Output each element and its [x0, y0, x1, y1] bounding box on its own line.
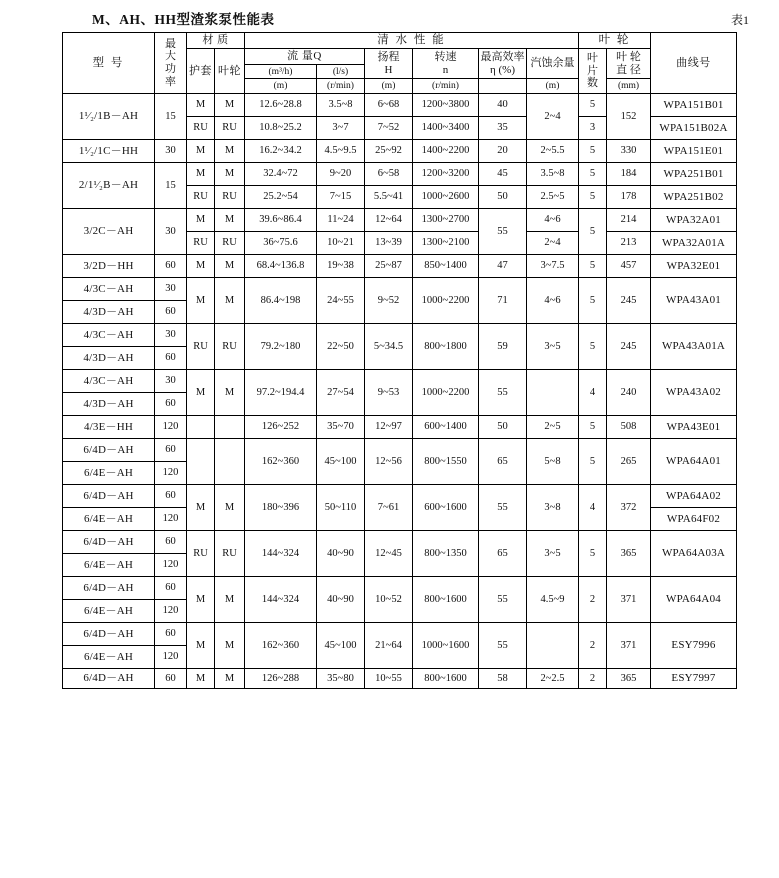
cell-power: 120 — [155, 646, 187, 669]
cell-dia: 508 — [607, 416, 651, 439]
cell-power: 60 — [155, 577, 187, 600]
cell-dia: 245 — [607, 278, 651, 324]
cell-blades: 5 — [579, 439, 607, 485]
cell-flow-m3h: 162~360 — [245, 623, 317, 669]
cell-flow-m3h: 97.2~194.4 — [245, 370, 317, 416]
cell-shell: M — [187, 94, 215, 117]
cell-flow-ls: 40~90 — [317, 531, 365, 577]
cell-npsh: 2~5 — [527, 416, 579, 439]
cell-npsh — [527, 370, 579, 416]
cell-speed: 800~1550 — [413, 439, 479, 485]
cell-head: 25~87 — [365, 255, 413, 278]
cell-blades: 5 — [579, 140, 607, 163]
cell-power: 15 — [155, 94, 187, 140]
cell-power: 30 — [155, 370, 187, 393]
header-impeller-dia: 叶 轮 直 径 — [607, 48, 651, 79]
table-row — [63, 140, 737, 163]
cell-blades: 5 — [579, 324, 607, 370]
cell-blades: 5 — [579, 163, 607, 186]
header-speed: 转速 n — [413, 48, 479, 79]
cell-model: 6/4D－AH — [63, 669, 155, 689]
cell-shell: M — [187, 255, 215, 278]
header-flow-unit-ls: (l/s) — [317, 64, 365, 79]
cell-head: 21~64 — [365, 623, 413, 669]
cell-npsh: 3~8 — [527, 485, 579, 531]
cell-curve: ESY7997 — [651, 669, 737, 689]
cell-speed: 1400~3400 — [413, 117, 479, 140]
cell-curve: ESY7996 — [651, 623, 737, 669]
table-row — [63, 669, 737, 689]
cell-impeller: RU — [215, 531, 245, 577]
header-npsh-unit2: (m) — [527, 79, 579, 94]
cell-shell: RU — [187, 186, 215, 209]
cell-power: 60 — [155, 347, 187, 370]
cell-npsh: 3~5 — [527, 531, 579, 577]
header-dia-unit: (mm) — [607, 79, 651, 94]
cell-model: 4/3C－AH — [63, 324, 155, 347]
cell-power: 60 — [155, 531, 187, 554]
cell-speed: 800~1350 — [413, 531, 479, 577]
cell-model: 6/4D－AH — [63, 623, 155, 646]
header-efficiency: 最高效率 η (%) — [479, 48, 527, 79]
cell-flow-m3h: 16.2~34.2 — [245, 140, 317, 163]
cell-curve: WPA43A01 — [651, 278, 737, 324]
cell-model: 6/4E－AH — [63, 554, 155, 577]
cell-eff: 65 — [479, 439, 527, 485]
cell-head: 12~45 — [365, 531, 413, 577]
cell-head: 9~52 — [365, 278, 413, 324]
cell-impeller: M — [215, 94, 245, 117]
cell-blades: 2 — [579, 577, 607, 623]
cell-curve: WPA32E01 — [651, 255, 737, 278]
cell-impeller: M — [215, 255, 245, 278]
cell-curve: WPA151B02A — [651, 117, 737, 140]
cell-shell: M — [187, 623, 215, 669]
cell-speed: 1300~2100 — [413, 232, 479, 255]
cell-impeller: M — [215, 370, 245, 416]
cell-blades: 5 — [579, 94, 607, 117]
cell-curve: WPA32A01 — [651, 209, 737, 232]
header-npsh-unit — [479, 79, 527, 94]
cell-flow-ls: 10~21 — [317, 232, 365, 255]
cell-dia: 457 — [607, 255, 651, 278]
cell-speed: 1000~1600 — [413, 623, 479, 669]
cell-impeller: RU — [215, 117, 245, 140]
cell-curve: WPA43A01A — [651, 324, 737, 370]
table-row — [63, 278, 737, 301]
cell-shell: M — [187, 370, 215, 416]
cell-curve: WPA251B01 — [651, 163, 737, 186]
cell-npsh: 4.5~9 — [527, 577, 579, 623]
cell-eff: 59 — [479, 324, 527, 370]
table-row — [63, 416, 737, 439]
cell-flow-ls: 45~100 — [317, 623, 365, 669]
cell-flow-ls: 4.5~9.5 — [317, 140, 365, 163]
cell-model: 6/4D－AH — [63, 439, 155, 462]
cell-dia: 184 — [607, 163, 651, 186]
cell-impeller — [215, 416, 245, 439]
cell-impeller: M — [215, 577, 245, 623]
cell-eff: 55 — [479, 623, 527, 669]
cell-eff: 20 — [479, 140, 527, 163]
cell-head: 25~92 — [365, 140, 413, 163]
cell-blades: 3 — [579, 117, 607, 140]
cell-power: 30 — [155, 324, 187, 347]
header-shell: 护套 — [187, 48, 215, 93]
cell-power: 60 — [155, 301, 187, 324]
cell-eff: 35 — [479, 117, 527, 140]
header-flow-unit-m3h: (m³/h) — [245, 64, 317, 79]
cell-blades: 5 — [579, 186, 607, 209]
cell-flow-m3h: 126~288 — [245, 669, 317, 689]
cell-flow-ls: 3.5~8 — [317, 94, 365, 117]
cell-head: 7~61 — [365, 485, 413, 531]
cell-model: 6/4E－AH — [63, 462, 155, 485]
cell-flow-m3h: 144~324 — [245, 577, 317, 623]
cell-shell: RU — [187, 324, 215, 370]
header-flow-unit-blank: (m) — [245, 79, 317, 94]
cell-blades: 5 — [579, 209, 607, 255]
cell-shell: M — [187, 577, 215, 623]
cell-head: 12~64 — [365, 209, 413, 232]
cell-head: 6~68 — [365, 94, 413, 117]
cell-flow-ls: 35~80 — [317, 669, 365, 689]
table-row — [63, 370, 737, 393]
cell-npsh: 5~8 — [527, 439, 579, 485]
cell-npsh: 3.5~8 — [527, 163, 579, 186]
cell-flow-m3h: 144~324 — [245, 531, 317, 577]
cell-flow-m3h: 32.4~72 — [245, 163, 317, 186]
cell-impeller: RU — [215, 186, 245, 209]
header-npsh: 汽蚀余量 — [527, 48, 579, 79]
cell-shell: RU — [187, 232, 215, 255]
cell-eff: 47 — [479, 255, 527, 278]
cell-blades: 5 — [579, 255, 607, 278]
cell-model: 4/3C－AH — [63, 278, 155, 301]
cell-curve: WPA32A01A — [651, 232, 737, 255]
cell-dia: 214 — [607, 209, 651, 232]
table-row — [63, 577, 737, 600]
cell-flow-ls: 27~54 — [317, 370, 365, 416]
cell-impeller: M — [215, 623, 245, 669]
cell-flow-ls: 40~90 — [317, 577, 365, 623]
cell-dia: 365 — [607, 669, 651, 689]
cell-curve: WPA64A01 — [651, 439, 737, 485]
cell-shell: M — [187, 163, 215, 186]
cell-shell: RU — [187, 531, 215, 577]
cell-flow-m3h: 10.8~25.2 — [245, 117, 317, 140]
table-head — [63, 33, 737, 94]
cell-model: 6/4D－AH — [63, 577, 155, 600]
cell-head: 12~97 — [365, 416, 413, 439]
cell-shell: M — [187, 669, 215, 689]
cell-impeller: M — [215, 140, 245, 163]
cell-flow-ls: 50~110 — [317, 485, 365, 531]
cell-blades: 2 — [579, 669, 607, 689]
cell-power: 60 — [155, 255, 187, 278]
header-blade-count: 叶 片 数 — [579, 48, 607, 93]
cell-speed: 1200~3200 — [413, 163, 479, 186]
cell-flow-ls: 7~15 — [317, 186, 365, 209]
cell-power: 120 — [155, 508, 187, 531]
cell-eff: 65 — [479, 531, 527, 577]
cell-flow-m3h: 39.6~86.4 — [245, 209, 317, 232]
cell-head: 6~58 — [365, 163, 413, 186]
cell-shell: M — [187, 278, 215, 324]
cell-head: 5~34.5 — [365, 324, 413, 370]
cell-flow-ls: 35~70 — [317, 416, 365, 439]
cell-curve: WPA151E01 — [651, 140, 737, 163]
table-row — [63, 439, 737, 462]
cell-speed: 1200~3800 — [413, 94, 479, 117]
cell-npsh: 2~4 — [527, 232, 579, 255]
header-head: 扬程 H — [365, 48, 413, 79]
cell-flow-m3h: 36~75.6 — [245, 232, 317, 255]
cell-model: 4/3D－AH — [63, 393, 155, 416]
cell-speed: 800~1600 — [413, 577, 479, 623]
cell-flow-m3h: 180~396 — [245, 485, 317, 531]
cell-power: 30 — [155, 140, 187, 163]
cell-flow-m3h: 86.4~198 — [245, 278, 317, 324]
cell-dia: 213 — [607, 232, 651, 255]
table-row — [63, 485, 737, 508]
page-header — [14, 8, 765, 32]
cell-curve: WPA43E01 — [651, 416, 737, 439]
cell-power: 120 — [155, 554, 187, 577]
cell-head: 12~56 — [365, 439, 413, 485]
cell-model: 1¹⁄₂/1C－HH — [63, 140, 155, 163]
header-head-unit: (m) — [365, 79, 413, 94]
table-row — [63, 209, 737, 232]
table-row — [63, 163, 737, 186]
cell-impeller — [215, 439, 245, 485]
cell-model: 6/4D－AH — [63, 485, 155, 508]
table-row — [63, 623, 737, 646]
cell-dia: 245 — [607, 324, 651, 370]
cell-curve: WPA64A03A — [651, 531, 737, 577]
cell-shell: M — [187, 485, 215, 531]
cell-impeller: RU — [215, 232, 245, 255]
table-row — [63, 255, 737, 278]
cell-power: 60 — [155, 669, 187, 689]
cell-curve: WPA251B02 — [651, 186, 737, 209]
cell-npsh: 3~7.5 — [527, 255, 579, 278]
cell-impeller: M — [215, 209, 245, 232]
cell-impeller: M — [215, 163, 245, 186]
cell-blades: 4 — [579, 370, 607, 416]
cell-power: 120 — [155, 416, 187, 439]
header-model: 型 号 — [63, 33, 155, 94]
cell-dia: 178 — [607, 186, 651, 209]
cell-model: 4/3D－AH — [63, 347, 155, 370]
cell-impeller: RU — [215, 324, 245, 370]
cell-curve: WPA64A04 — [651, 577, 737, 623]
table-row — [63, 531, 737, 554]
cell-speed: 1000~2200 — [413, 278, 479, 324]
cell-npsh: 2~5.5 — [527, 140, 579, 163]
cell-speed: 850~1400 — [413, 255, 479, 278]
cell-blades: 5 — [579, 278, 607, 324]
cell-impeller: M — [215, 485, 245, 531]
cell-model: 4/3C－AH — [63, 370, 155, 393]
cell-model: 6/4E－AH — [63, 646, 155, 669]
cell-flow-m3h: 68.4~136.8 — [245, 255, 317, 278]
cell-dia: 265 — [607, 439, 651, 485]
cell-head: 7~52 — [365, 117, 413, 140]
cell-eff: 55 — [479, 485, 527, 531]
cell-eff: 55 — [479, 370, 527, 416]
cell-flow-m3h: 25.2~54 — [245, 186, 317, 209]
cell-eff: 50 — [479, 416, 527, 439]
cell-speed: 1000~2600 — [413, 186, 479, 209]
table-row — [63, 324, 737, 347]
cell-flow-ls: 11~24 — [317, 209, 365, 232]
cell-model: 4/3E－HH — [63, 416, 155, 439]
cell-eff: 71 — [479, 278, 527, 324]
header-eff-unit: (r/min) — [413, 79, 479, 94]
page-title: M、AH、HH型渣浆泵性能表 — [92, 12, 275, 27]
cell-impeller: M — [215, 669, 245, 689]
header-speed-unit: (r/min) — [317, 79, 365, 94]
cell-dia: 152 — [607, 94, 651, 140]
cell-impeller: M — [215, 278, 245, 324]
cell-head: 13~39 — [365, 232, 413, 255]
cell-power: 60 — [155, 485, 187, 508]
cell-curve: WPA64F02 — [651, 508, 737, 531]
header-impeller: 叶轮 — [215, 48, 245, 93]
cell-speed: 600~1400 — [413, 416, 479, 439]
cell-blades: 5 — [579, 416, 607, 439]
pump-performance-table — [62, 32, 737, 689]
table-row — [63, 94, 737, 117]
cell-shell: M — [187, 140, 215, 163]
cell-curve: WPA43A02 — [651, 370, 737, 416]
cell-eff: 40 — [479, 94, 527, 117]
cell-flow-m3h: 162~360 — [245, 439, 317, 485]
cell-eff: 45 — [479, 163, 527, 186]
cell-blades: 2 — [579, 623, 607, 669]
cell-model: 6/4D－AH — [63, 531, 155, 554]
cell-model: 6/4E－AH — [63, 508, 155, 531]
cell-dia: 371 — [607, 623, 651, 669]
cell-eff: 55 — [479, 577, 527, 623]
cell-power: 60 — [155, 623, 187, 646]
table-body — [63, 94, 737, 689]
cell-flow-m3h: 12.6~28.8 — [245, 94, 317, 117]
cell-dia: 330 — [607, 140, 651, 163]
cell-flow-ls: 45~100 — [317, 439, 365, 485]
cell-npsh: 4~6 — [527, 278, 579, 324]
cell-flow-ls: 9~20 — [317, 163, 365, 186]
cell-npsh — [527, 623, 579, 669]
cell-npsh: 2.5~5 — [527, 186, 579, 209]
cell-shell — [187, 439, 215, 485]
cell-model: 4/3D－AH — [63, 301, 155, 324]
header-flow: 流 量Q — [245, 48, 365, 64]
cell-eff: 55 — [479, 209, 527, 255]
cell-flow-ls: 19~38 — [317, 255, 365, 278]
cell-power: 60 — [155, 393, 187, 416]
cell-power: 30 — [155, 209, 187, 255]
cell-model: 3/2C－AH — [63, 209, 155, 255]
cell-flow-ls: 3~7 — [317, 117, 365, 140]
cell-dia: 372 — [607, 485, 651, 531]
cell-npsh: 2~4 — [527, 94, 579, 140]
cell-model: 3/2D－HH — [63, 255, 155, 278]
header-material-group: 材 质 — [187, 33, 245, 49]
cell-dia: 240 — [607, 370, 651, 416]
cell-blades: 5 — [579, 531, 607, 577]
cell-npsh: 3~5 — [527, 324, 579, 370]
cell-eff: 50 — [479, 186, 527, 209]
cell-speed: 800~1800 — [413, 324, 479, 370]
cell-flow-m3h: 126~252 — [245, 416, 317, 439]
table-number: 表1 — [730, 13, 749, 27]
cell-speed: 600~1600 — [413, 485, 479, 531]
cell-head: 10~52 — [365, 577, 413, 623]
cell-head: 9~53 — [365, 370, 413, 416]
cell-head: 5.5~41 — [365, 186, 413, 209]
cell-npsh: 2~2.5 — [527, 669, 579, 689]
cell-speed: 1400~2200 — [413, 140, 479, 163]
cell-dia: 371 — [607, 577, 651, 623]
cell-shell: RU — [187, 117, 215, 140]
cell-head: 10~55 — [365, 669, 413, 689]
cell-speed: 1300~2700 — [413, 209, 479, 232]
cell-flow-ls: 22~50 — [317, 324, 365, 370]
cell-speed: 800~1600 — [413, 669, 479, 689]
cell-speed: 1000~2200 — [413, 370, 479, 416]
cell-power: 30 — [155, 278, 187, 301]
header-impeller-group: 叶 轮 — [579, 33, 651, 49]
cell-model: 2/1¹⁄₂B－AH — [63, 163, 155, 209]
cell-eff: 58 — [479, 669, 527, 689]
cell-curve: WPA64A02 — [651, 485, 737, 508]
cell-power: 15 — [155, 163, 187, 209]
cell-dia: 365 — [607, 531, 651, 577]
header-clear-water: 清 水 性 能 — [245, 33, 579, 49]
cell-flow-m3h: 79.2~180 — [245, 324, 317, 370]
header-curve-no: 曲线号 — [651, 33, 737, 94]
cell-shell: M — [187, 209, 215, 232]
cell-power: 120 — [155, 462, 187, 485]
cell-power: 60 — [155, 439, 187, 462]
cell-npsh: 4~6 — [527, 209, 579, 232]
cell-flow-ls: 24~55 — [317, 278, 365, 324]
header-max-power: 最 大 功 率 — [155, 33, 187, 94]
cell-shell — [187, 416, 215, 439]
cell-model: 6/4E－AH — [63, 600, 155, 623]
cell-power: 120 — [155, 600, 187, 623]
cell-model: 1¹⁄₂/1B－AH — [63, 94, 155, 140]
cell-blades: 4 — [579, 485, 607, 531]
cell-curve: WPA151B01 — [651, 94, 737, 117]
